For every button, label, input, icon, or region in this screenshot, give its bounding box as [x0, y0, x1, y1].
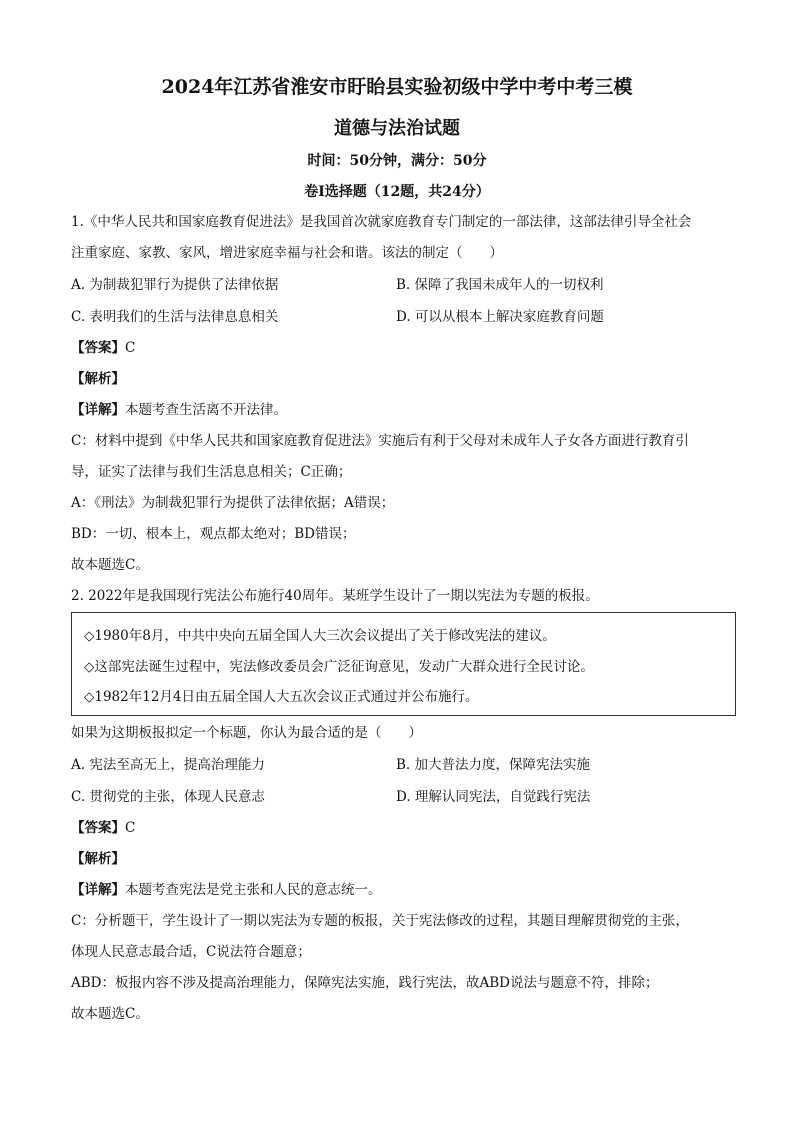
q1-option-a: A. 为制裁犯罪行为提供了法律依据 [71, 277, 279, 293]
q1-option-c: C. 表明我们的生活与法律息息相关 [71, 309, 279, 325]
q2-answer-value: C [125, 820, 136, 836]
q2-conclusion: 故本题选C。 [71, 1006, 149, 1022]
q1-answer-value: C [125, 340, 136, 356]
q2-box-line2: ◇这部宪法诞生过程中，宪法修改委员会广泛征询意见，发动广大群众进行全民讨论。 [84, 659, 594, 675]
exam-meta: 时间：50分钟，满分：50分 [307, 153, 487, 169]
q2-option-b: B. 加大普法力度，保障宪法实施 [396, 757, 591, 773]
q2-analysis-tag: 【解析】 [71, 851, 125, 867]
q1-stem-line1: 1.《中华人民共和国家庭教育促进法》是我国首次就家庭教育专门制定的一部法律，这部法律引导全社会 [71, 214, 692, 230]
q1-stem-line2: 注重家庭、家教、家风，增进家庭幸福与社会和谐。该法的制定（ ） [71, 245, 503, 261]
q2-option-d: D. 理解认同宪法，自觉践行宪法 [396, 789, 591, 805]
q1-option-b: B. 保障了我国未成年人的一切权利 [396, 277, 604, 293]
q2-box-line3: ◇1982年12月4日由五届全国人大五次会议正式通过并公布施行。 [84, 689, 479, 705]
q2-answer [71, 819, 135, 837]
q1-detail-text: 本题考查生活离不开法律。 [125, 402, 287, 418]
q2-detail-text: 本题考查宪法是党主张和人民的意志统一。 [125, 882, 382, 898]
q1-explanation-2: A：《刑法》为制裁犯罪行为提供了法律依据；A错误； [71, 495, 395, 511]
q1-analysis-tag: 【解析】 [71, 371, 125, 387]
q2-explanation-2: ABD：板报内容不涉及提高治理能力，保障宪法实施，践行宪法，故ABD说法与题意不符，排除； [71, 975, 659, 991]
exam-subject: 道德与法治试题 [334, 118, 460, 139]
q1-detail-tag: 【详解】 [71, 402, 125, 418]
q2-question: 如果为这期板报拟定一个标题，你认为最合适的是（ ） [71, 725, 422, 741]
q2-detail-tag: 【详解】 [71, 882, 125, 898]
q1-answer [71, 339, 135, 357]
q1-answer-tag: 【答案】 [71, 340, 125, 356]
q1-detail [71, 401, 287, 419]
section-heading: 卷Ⅰ选择题（12题，共24分） [304, 184, 490, 200]
q1-option-d: D. 可以从根本上解决家庭教育问题 [396, 309, 604, 325]
exam-title: 2024年江苏省淮安市盱眙县实验初级中学中考中考三模 [161, 76, 633, 98]
q1-explanation-1b: 导，证实了法律与我们生活息息相关；C正确； [71, 464, 352, 480]
q2-box-line1: ◇1980年8月，中共中央向五届全国人大三次会议提出了关于修改宪法的建议。 [84, 628, 556, 644]
q2-option-a: A. 宪法至高无上，提高治理能力 [71, 757, 265, 773]
q1-conclusion: 故本题选C。 [71, 557, 149, 573]
q1-explanation-1a: C：材料中提到《中华人民共和国家庭教育促进法》实施后有利于父母对未成年人子女各方面进行教育引 [71, 433, 689, 449]
q2-option-c: C. 贯彻党的主张，体现人民意志 [71, 789, 265, 805]
q2-explanation-1a: C：分析题干，学生设计了一期以宪法为专题的板报，关于宪法修改的过程，其题目理解贯彻党的主张， [71, 913, 689, 929]
q2-answer-tag: 【答案】 [71, 820, 125, 836]
q2-stem: 2. 2022年是我国现行宪法公布施行40周年。某班学生设计了一期以宪法为专题的板报。 [71, 588, 599, 604]
q2-explanation-1b: 体现人民意志最合适，C说法符合题意； [71, 944, 311, 960]
q2-material-box [71, 612, 736, 716]
q2-detail [71, 881, 382, 899]
q1-explanation-3: BD：一切、根本上，观点都太绝对；BD错误； [71, 526, 356, 542]
